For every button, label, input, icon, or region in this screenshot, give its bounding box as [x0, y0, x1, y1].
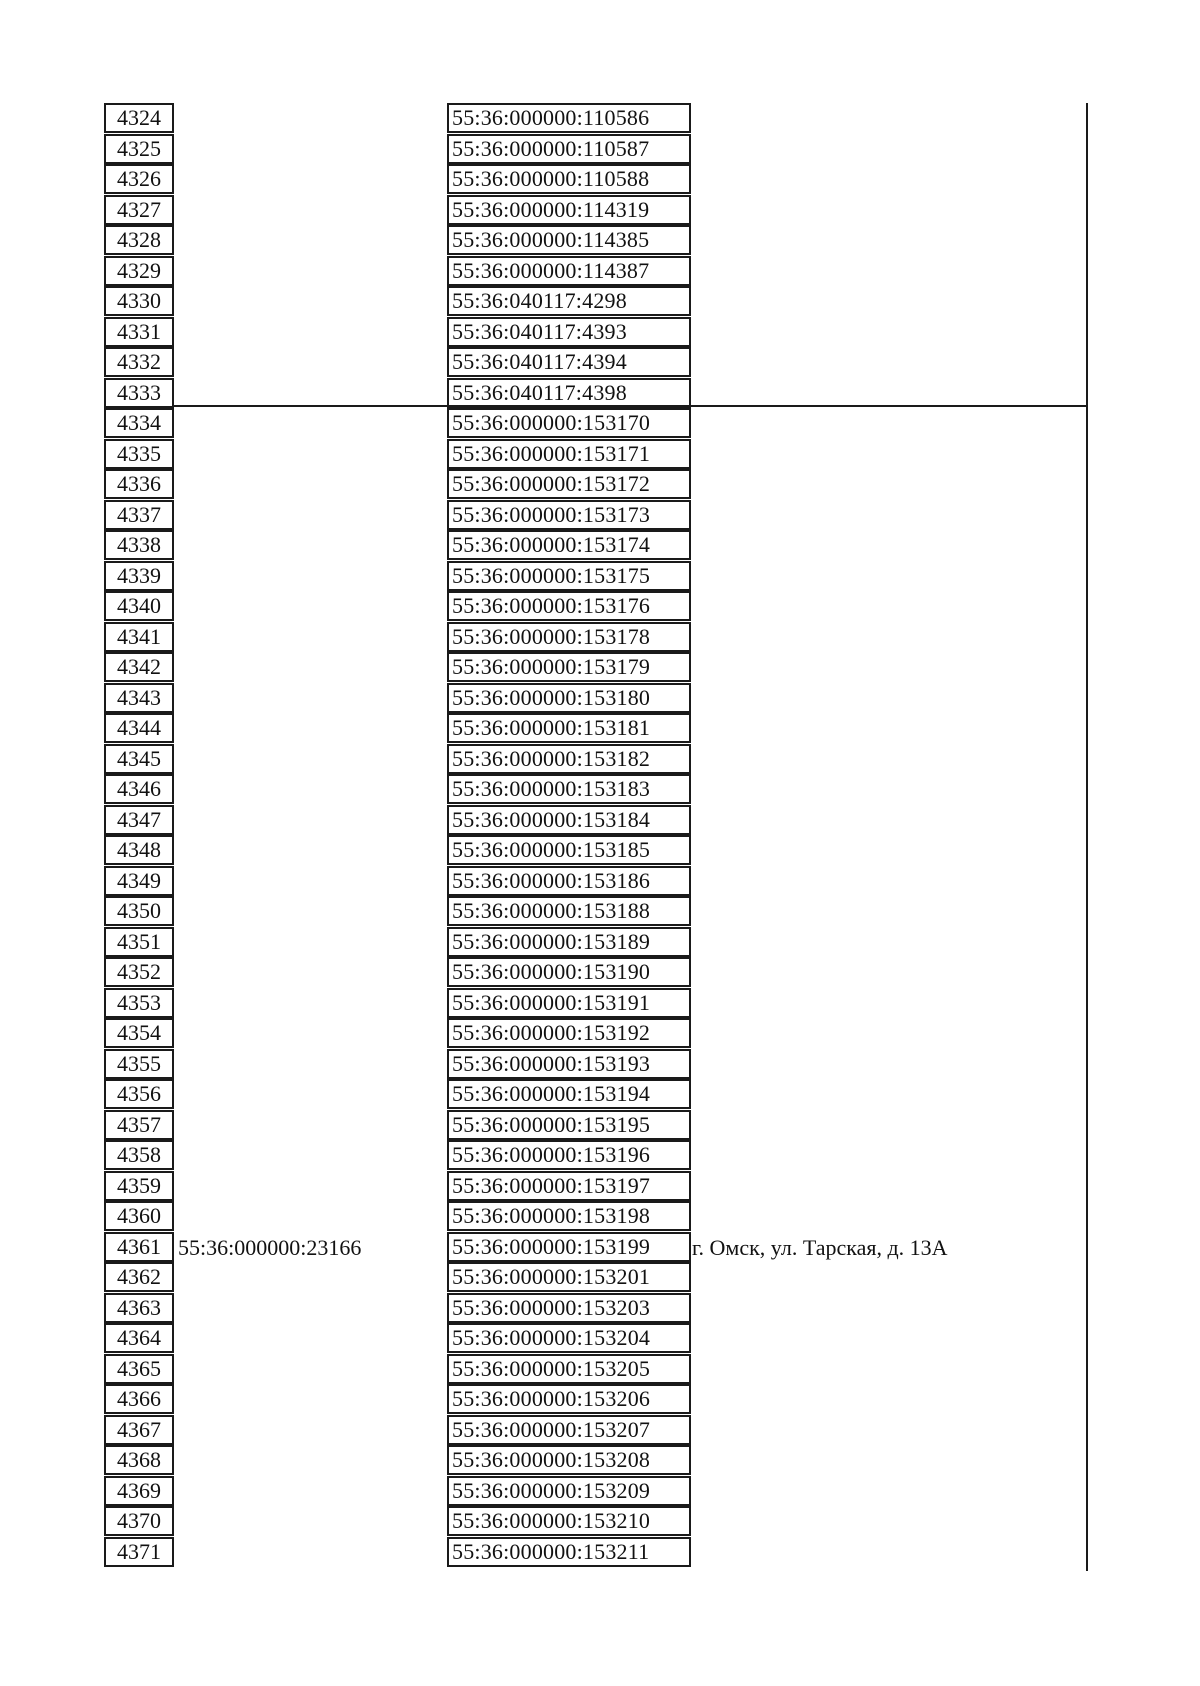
row-number-cell: 4365: [104, 1354, 174, 1384]
row-number-cell: 4360: [104, 1201, 174, 1231]
cadastral-number-cell: 55:36:000000:153171: [447, 439, 691, 469]
cadastral-number-cell: 55:36:040117:4394: [447, 347, 691, 377]
row-number-cell: 4371: [104, 1537, 174, 1567]
row-number-cell: 4333: [104, 378, 174, 408]
cadastral-number-cell: 55:36:000000:153181: [447, 713, 691, 743]
cadastral-number-cell: 55:36:000000:153174: [447, 530, 691, 560]
row-number-cell: 4344: [104, 713, 174, 743]
cadastral-number-cell: 55:36:000000:153196: [447, 1140, 691, 1170]
row-number-cell: 4357: [104, 1110, 174, 1140]
cadastral-number-cell: 55:36:000000:153189: [447, 927, 691, 957]
cadastral-number-cell: 55:36:000000:153208: [447, 1445, 691, 1475]
cadastral-number-cell: 55:36:000000:153184: [447, 805, 691, 835]
cadastral-number-cell: 55:36:000000:153207: [447, 1415, 691, 1445]
cadastral-number-cell: 55:36:000000:153170: [447, 408, 691, 438]
cadastral-number-cell: 55:36:000000:153179: [447, 652, 691, 682]
row-number-cell: 4359: [104, 1171, 174, 1201]
row-number-cell: 4349: [104, 866, 174, 896]
row-number-cell: 4328: [104, 225, 174, 255]
group-separator-line: [174, 405, 1088, 407]
cadastral-number-cell: 55:36:000000:153172: [447, 469, 691, 499]
cadastral-number-cell: 55:36:000000:153209: [447, 1476, 691, 1506]
row-number-cell: 4326: [104, 164, 174, 194]
cadastral-number-cell: 55:36:000000:153178: [447, 622, 691, 652]
cadastral-number-cell: 55:36:000000:114385: [447, 225, 691, 255]
row-number-cell: 4350: [104, 896, 174, 926]
row-number-cell: 4327: [104, 195, 174, 225]
row-number-cell: 4342: [104, 652, 174, 682]
cadastral-number-cell: 55:36:000000:153188: [447, 896, 691, 926]
cadastral-number-cell: 55:36:000000:153201: [447, 1262, 691, 1292]
cadastral-number-cell: 55:36:000000:153211: [447, 1537, 691, 1567]
row-number-cell: 4343: [104, 683, 174, 713]
land-plot-cadastral-number: 55:36:000000:23166: [178, 1235, 362, 1260]
cadastral-number-cell: 55:36:000000:153203: [447, 1293, 691, 1323]
cadastral-number-cell: 55:36:040117:4298: [447, 286, 691, 316]
row-number-cell: 4345: [104, 744, 174, 774]
right-border-line: [1086, 103, 1088, 1571]
row-number-cell: 4368: [104, 1445, 174, 1475]
cadastral-number-cell: 55:36:000000:153198: [447, 1201, 691, 1231]
cadastral-number-cell: 55:36:000000:110587: [447, 134, 691, 164]
cadastral-number-cell: 55:36:000000:153176: [447, 591, 691, 621]
row-number-cell: 4347: [104, 805, 174, 835]
row-number-cell: 4369: [104, 1476, 174, 1506]
row-number-cell: 4334: [104, 408, 174, 438]
row-number-cell: 4341: [104, 622, 174, 652]
cadastral-number-cell: 55:36:000000:153197: [447, 1171, 691, 1201]
cadastral-number-cell: 55:36:000000:153206: [447, 1384, 691, 1414]
cadastral-number-cell: 55:36:000000:153191: [447, 988, 691, 1018]
row-number-cell: 4331: [104, 317, 174, 347]
row-number-cell: 4340: [104, 591, 174, 621]
cadastral-number-cell: 55:36:000000:153180: [447, 683, 691, 713]
row-number-cell: 4337: [104, 500, 174, 530]
cadastral-number-cell: 55:36:000000:153204: [447, 1323, 691, 1353]
row-number-cell: 4354: [104, 1018, 174, 1048]
cadastral-number-cell: 55:36:000000:153195: [447, 1110, 691, 1140]
row-number-cell: 4351: [104, 927, 174, 957]
row-number-cell: 4355: [104, 1049, 174, 1079]
cadastral-number-cell: 55:36:000000:153182: [447, 744, 691, 774]
cadastral-number-cell: 55:36:000000:153193: [447, 1049, 691, 1079]
object-address: г. Омск, ул. Тарская, д. 13А: [692, 1235, 948, 1260]
cadastral-number-cell: 55:36:000000:114387: [447, 256, 691, 286]
row-number-cell: 4346: [104, 774, 174, 804]
row-number-cell: 4336: [104, 469, 174, 499]
cadastral-number-cell: 55:36:000000:110586: [447, 103, 691, 133]
row-number-cell: 4335: [104, 439, 174, 469]
cadastral-number-cell: 55:36:000000:153183: [447, 774, 691, 804]
row-number-cell: 4361: [104, 1232, 174, 1262]
row-number-cell: 4324: [104, 103, 174, 133]
row-number-cell: 4363: [104, 1293, 174, 1323]
row-number-cell: 4348: [104, 835, 174, 865]
cadastral-number-cell: 55:36:000000:153186: [447, 866, 691, 896]
row-number-cell: 4325: [104, 134, 174, 164]
row-number-cell: 4330: [104, 286, 174, 316]
row-number-cell: 4339: [104, 561, 174, 591]
cadastral-number-cell: 55:36:000000:153173: [447, 500, 691, 530]
row-number-cell: 4332: [104, 347, 174, 377]
row-number-cell: 4364: [104, 1323, 174, 1353]
row-number-cell: 4362: [104, 1262, 174, 1292]
row-number-cell: 4329: [104, 256, 174, 286]
cadastral-number-cell: 55:36:000000:114319: [447, 195, 691, 225]
cadastral-number-cell: 55:36:000000:110588: [447, 164, 691, 194]
cadastral-number-cell: 55:36:000000:153185: [447, 835, 691, 865]
row-number-cell: 4356: [104, 1079, 174, 1109]
row-number-cell: 4366: [104, 1384, 174, 1414]
cadastral-number-cell: 55:36:000000:153175: [447, 561, 691, 591]
row-number-cell: 4370: [104, 1506, 174, 1536]
cadastral-number-cell: 55:36:000000:153205: [447, 1354, 691, 1384]
row-number-cell: 4352: [104, 957, 174, 987]
row-number-cell: 4338: [104, 530, 174, 560]
cadastral-number-cell: 55:36:000000:153194: [447, 1079, 691, 1109]
row-number-cell: 4367: [104, 1415, 174, 1445]
cadastral-number-cell: 55:36:000000:153192: [447, 1018, 691, 1048]
cadastral-number-cell: 55:36:000000:153210: [447, 1506, 691, 1536]
row-number-cell: 4358: [104, 1140, 174, 1170]
cadastral-number-cell: 55:36:040117:4398: [447, 378, 691, 408]
row-number-cell: 4353: [104, 988, 174, 1018]
cadastral-number-cell: 55:36:000000:153199: [447, 1232, 691, 1262]
cadastral-number-cell: 55:36:040117:4393: [447, 317, 691, 347]
cadastral-number-cell: 55:36:000000:153190: [447, 957, 691, 987]
